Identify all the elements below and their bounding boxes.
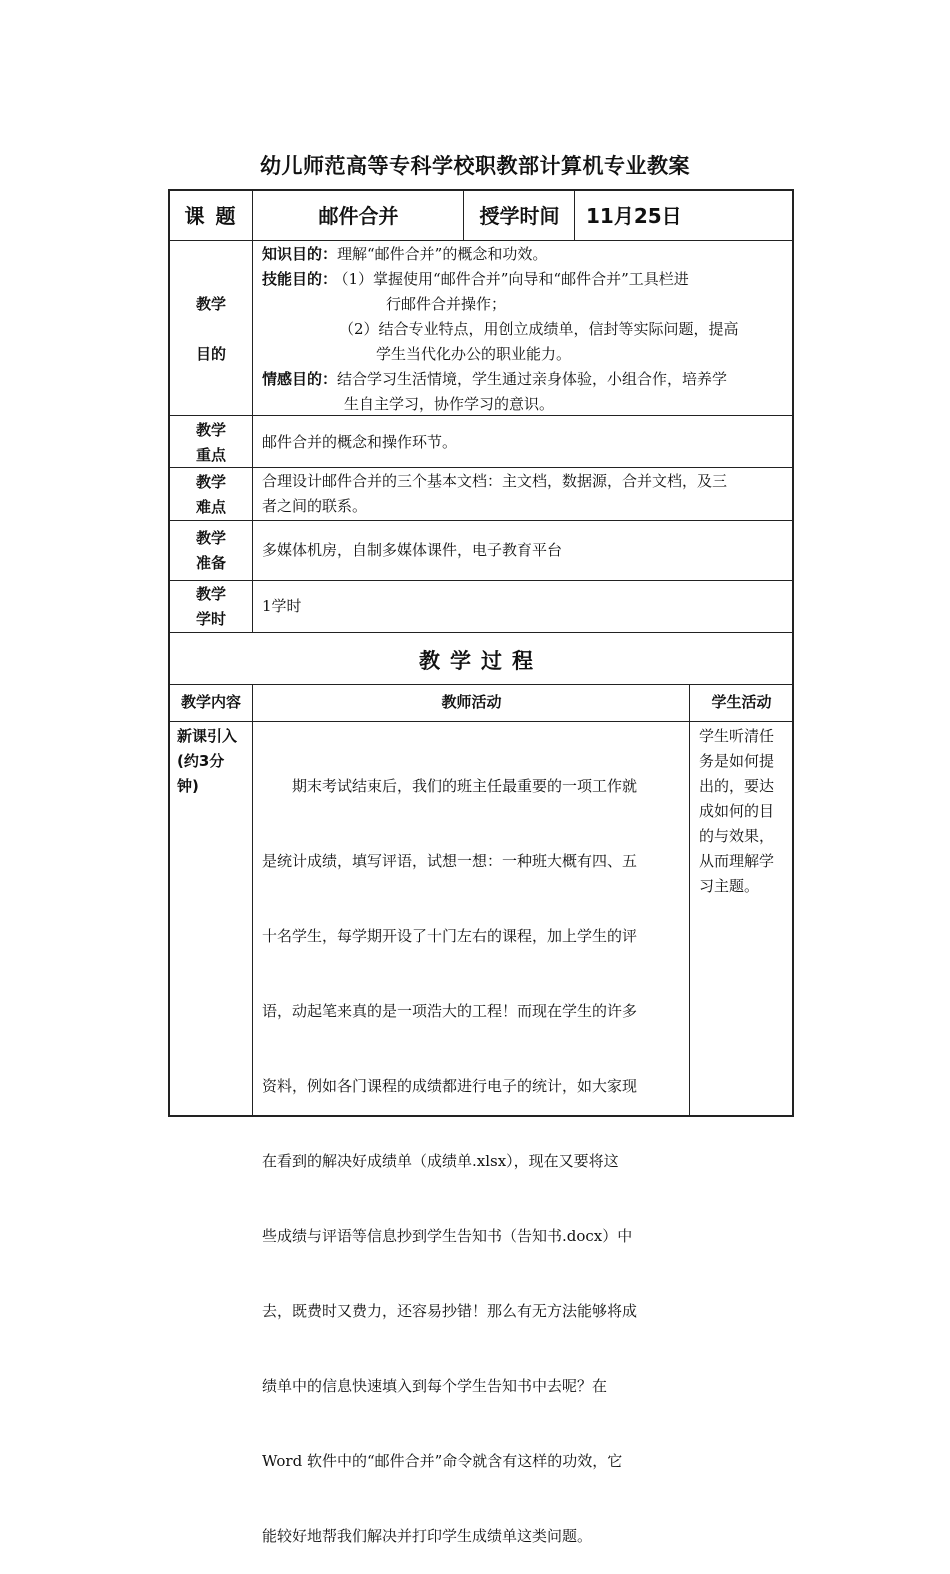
teacher-line: 资料，例如各门课程的成绩都进行电子的统计，如大家现	[262, 1077, 638, 1095]
preparation-label: 教学	[195, 529, 226, 547]
teacher-line: 能较好地帮我们解决并打印学生成绩单这类问题。	[262, 1527, 593, 1545]
column-divider	[252, 189, 253, 632]
stage-line: 钟)	[177, 777, 199, 795]
topic-label: 课 题	[184, 204, 238, 228]
column-divider	[252, 684, 253, 1117]
student-line: 成如何的目	[699, 802, 775, 820]
column-divider	[463, 189, 464, 240]
column-divider	[689, 684, 690, 1117]
emotion-objective-a: 结合学习生活情境，学生通过亲身体验，小组合作，培养学	[337, 370, 728, 388]
skill-objective-2b: 学生当代化办公的职业能力。	[376, 345, 572, 363]
page-title: 幼儿师范高等专科学校职教部计算机专业教案	[260, 154, 690, 178]
hours-text: 1学时	[262, 597, 302, 615]
col-header-content: 教学内容	[180, 693, 241, 711]
objectives-label-2: 目的	[195, 345, 226, 363]
teacher-line: 十名学生，每学期开设了十门左右的课程，加上学生的评	[262, 927, 638, 945]
knowledge-objective-text: 理解“邮件合并”的概念和功效。	[337, 245, 548, 263]
teacher-line: 是统计成绩，填写评语，试想一想：一种班大概有四、五	[262, 852, 638, 870]
skill-objective-2a: （2）结合专业特点，用创立成绩单，信封等实际问题，提高	[339, 320, 739, 338]
stage-cell	[177, 724, 251, 799]
key-point-text: 邮件合并的概念和操作环节。	[262, 433, 458, 451]
time-label: 授学时间	[479, 204, 560, 228]
column-divider	[574, 189, 575, 240]
teacher-line: 在看到的解决好成绩单（成绩单.xlsx），现在又要将这	[262, 1152, 619, 1170]
process-heading: 教学过程	[419, 649, 543, 673]
teacher-activity	[262, 724, 688, 1574]
skill-objective-1b: 行邮件合并操作；	[386, 295, 507, 313]
teacher-line: 期末考试结束后，我们的班主任最重要的一项工作就	[262, 777, 638, 795]
row-divider	[168, 632, 794, 633]
stage-line: (约3分	[177, 752, 225, 770]
teacher-line: 些成绩与评语等信息抄到学生告知书（告知书.docx）中	[262, 1227, 633, 1245]
teacher-line: 绩单中的信息快速填入到每个学生告知书中去呢？在	[262, 1377, 608, 1395]
student-line: 出的，要达	[699, 777, 775, 795]
knowledge-objective	[262, 242, 792, 267]
knowledge-objective-label: 知识目的：	[262, 245, 338, 263]
time-value: 11月25日	[586, 204, 682, 228]
emotion-objective-b: 生自主学习，协作学习的意识。	[344, 395, 555, 413]
student-line: 从而理解学	[699, 852, 775, 870]
difficulty-text-a: 合理设计邮件合并的三个基本文档：主文档，数据源，合并文档，及三	[262, 472, 728, 490]
skill-objective-1a: （1）掌握使用“邮件合并”向导和“邮件合并”工具栏进	[341, 270, 689, 288]
row-divider	[168, 520, 794, 521]
student-line: 务是如何提	[699, 752, 775, 770]
student-line: 习主题。	[699, 877, 760, 895]
difficulty-text-b: 者之间的联系。	[262, 497, 368, 515]
row-divider	[168, 240, 794, 241]
preparation-text: 多媒体机房，自制多媒体课件，电子教育平台	[262, 541, 563, 559]
row-divider	[168, 467, 794, 468]
topic-value: 邮件合并	[318, 204, 399, 228]
emotion-objective-label: 情感目的：	[262, 370, 338, 388]
col-header-student: 学生活动	[711, 693, 772, 711]
skill-objective	[262, 267, 792, 292]
student-line: 的与效果，	[699, 827, 775, 845]
emotion-objective	[262, 367, 792, 392]
row-divider	[168, 580, 794, 581]
preparation-label-2: 准备	[195, 554, 226, 572]
objectives-label: 教学	[195, 295, 226, 313]
student-activity	[699, 724, 791, 899]
key-point-label: 教学	[195, 421, 226, 439]
student-line: 学生听清任	[699, 727, 775, 745]
hours-label: 教学	[195, 585, 226, 603]
difficulty-label-2: 难点	[195, 498, 226, 516]
stage-line: 新课引入	[177, 727, 238, 745]
teacher-line: Word 软件中的“邮件合并”命令就含有这样的功效，它	[262, 1452, 623, 1470]
row-divider	[168, 684, 794, 685]
row-divider	[168, 721, 794, 722]
hours-label-2: 学时	[195, 610, 226, 628]
key-point-label-2: 重点	[195, 446, 226, 464]
teacher-line: 去，既费时又费力，还容易抄错！那么有无方法能够将成	[262, 1302, 638, 1320]
col-header-teacher: 教师活动	[441, 693, 502, 711]
difficulty-label: 教学	[195, 473, 226, 491]
skill-objective-label: 技能目的：	[262, 270, 338, 288]
teacher-line: 语，动起笔来真的是一项浩大的工程！而现在学生的许多	[262, 1002, 638, 1020]
